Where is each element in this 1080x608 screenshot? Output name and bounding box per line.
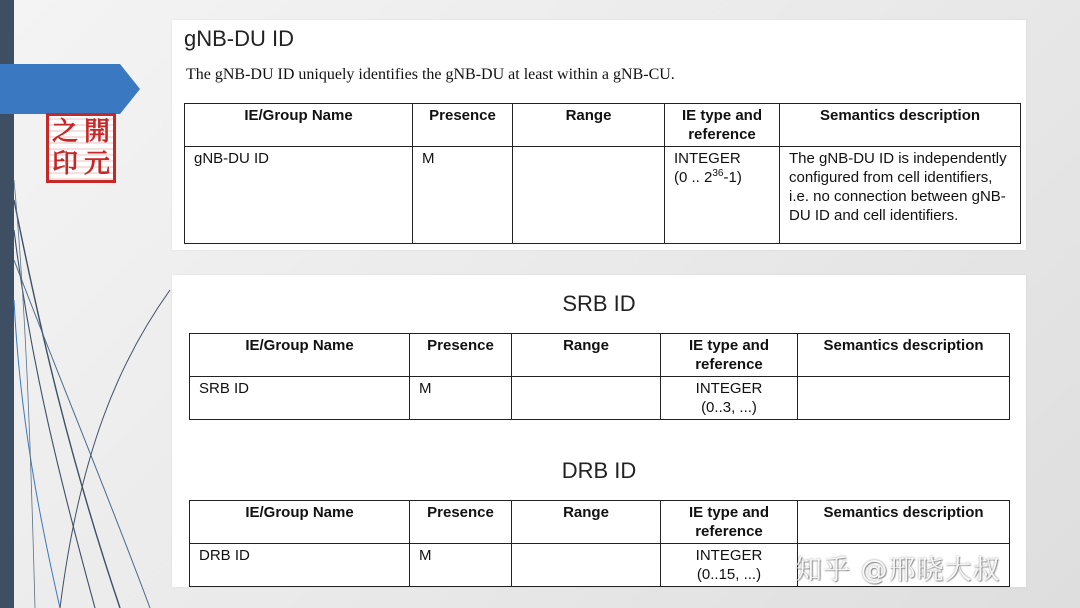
range-cell bbox=[512, 377, 661, 420]
range-cell bbox=[513, 147, 665, 244]
ie-type-range-exponent: 36 bbox=[712, 168, 724, 179]
column-header: IE/Group Name bbox=[190, 334, 410, 377]
logo-char: 元 bbox=[83, 149, 110, 179]
ie-type-cell bbox=[665, 147, 780, 244]
ie-type-range-end: -1) bbox=[723, 169, 742, 186]
column-header: IE type and reference bbox=[661, 334, 798, 377]
title-chevron bbox=[0, 64, 140, 114]
column-header: IE/Group Name bbox=[185, 104, 413, 147]
logo-stamp bbox=[46, 113, 116, 183]
column-header: Presence bbox=[410, 501, 512, 544]
semantics-cell bbox=[798, 377, 1010, 420]
gnb-du-id-description: The gNB-DU ID uniquely identifies the gNB-DU at least within a gNB-CU. bbox=[186, 66, 675, 83]
column-header: Semantics description bbox=[798, 334, 1010, 377]
semantics-cell: The gNB-DU ID is independently configured from cell identifiers, i.e. no connection between gNB-DU ID and cell identifiers. bbox=[780, 147, 1021, 244]
drb-id-title: DRB ID bbox=[561, 458, 637, 483]
column-header: Presence bbox=[410, 334, 512, 377]
ie-name-cell: gNB-DU ID bbox=[185, 147, 413, 244]
column-header: IE type and reference bbox=[665, 104, 780, 147]
gnb-du-id-title: gNB-DU ID bbox=[184, 26, 295, 51]
table-row bbox=[185, 147, 1021, 244]
presence-cell: M bbox=[410, 377, 512, 420]
ie-name-cell: SRB ID bbox=[190, 377, 410, 420]
table-header-row bbox=[190, 334, 1010, 377]
table-header-row bbox=[190, 501, 1010, 544]
table-row bbox=[190, 377, 1010, 420]
srb-id-title: SRB ID bbox=[562, 291, 636, 316]
ie-type-range: (0..3, ...) bbox=[701, 399, 757, 416]
column-header: Range bbox=[512, 501, 661, 544]
ie-type-name: INTEGER bbox=[674, 150, 741, 167]
presence-cell: M bbox=[413, 147, 513, 244]
ie-type-range-start: (0 .. 2 bbox=[674, 169, 713, 186]
ie-type-cell bbox=[661, 377, 798, 420]
gnb-du-id-panel bbox=[172, 20, 1026, 250]
column-header: IE type and reference bbox=[661, 501, 798, 544]
ie-name-cell: DRB ID bbox=[190, 544, 410, 587]
range-cell bbox=[512, 544, 661, 587]
watermark: 知乎 @邢晓大叔 bbox=[795, 555, 1001, 586]
column-header: Semantics description bbox=[780, 104, 1021, 147]
ie-type-cell bbox=[661, 544, 798, 587]
presence-cell: M bbox=[410, 544, 512, 587]
logo-char: 之 bbox=[51, 117, 78, 147]
ie-type-name: INTEGER bbox=[695, 380, 763, 397]
ie-type-name: INTEGER bbox=[695, 547, 763, 564]
column-header: Presence bbox=[413, 104, 513, 147]
column-header: Range bbox=[513, 104, 665, 147]
ie-type-range: (0..15, ...) bbox=[696, 566, 762, 583]
srb-drb-panel bbox=[172, 275, 1026, 587]
column-header: Semantics description bbox=[798, 501, 1010, 544]
gnb-du-id-table bbox=[184, 103, 1021, 244]
logo-char: 開 bbox=[83, 117, 110, 147]
column-header: Range bbox=[512, 334, 661, 377]
srb-id-table bbox=[189, 333, 1010, 420]
logo-char: 印 bbox=[51, 149, 78, 179]
column-header: IE/Group Name bbox=[190, 501, 410, 544]
table-header-row bbox=[185, 104, 1021, 147]
